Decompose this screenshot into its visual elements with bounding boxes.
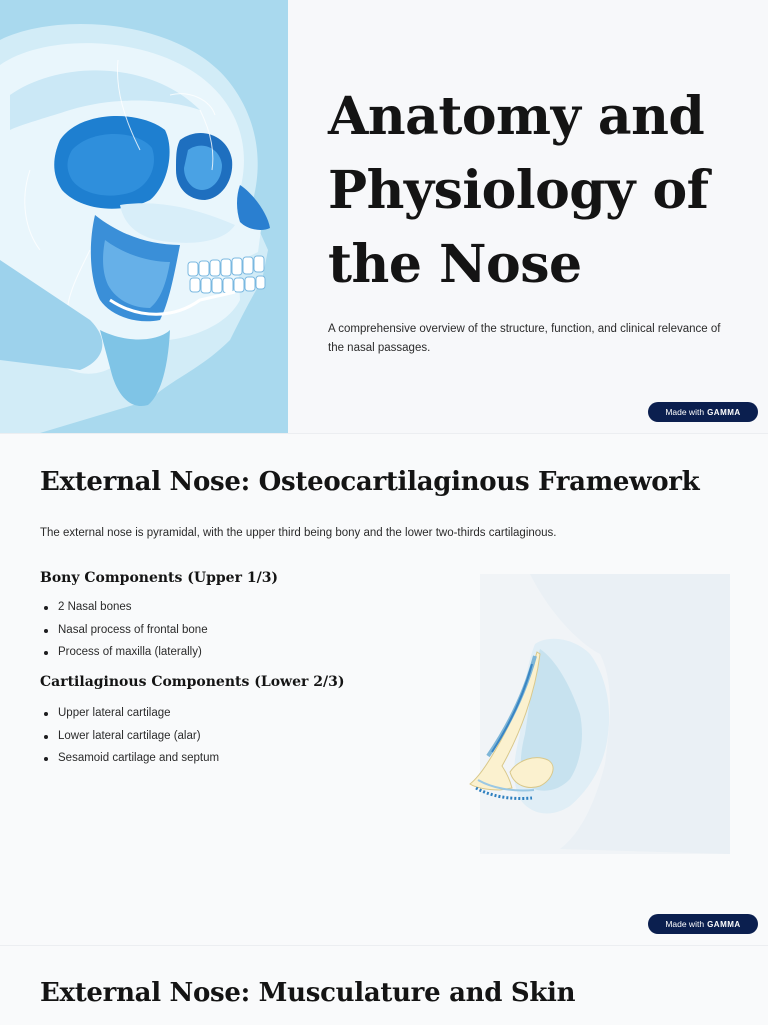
list-item: Process of maxilla (laterally): [40, 641, 208, 664]
made-with-gamma-badge[interactable]: [648, 402, 758, 422]
list-item: Upper lateral cartilage: [40, 702, 219, 725]
slide-intro: The external nose is pyramidal, with the upper third being bony and the lower two-thirds cartilaginous.: [40, 527, 557, 539]
gamma-logo: GAMMA: [707, 407, 741, 417]
badge-prefix: Made with: [665, 919, 705, 929]
slide-heading: External Nose: Musculature and Skin: [40, 978, 576, 1008]
cartilaginous-components-heading: Cartilaginous Components (Lower 2/3): [40, 674, 345, 690]
gamma-logo: GAMMA: [707, 919, 741, 929]
nose-illustration: [440, 574, 730, 854]
slide-heading: External Nose: Osteocartilaginous Framework: [40, 467, 700, 497]
page-subtitle: A comprehensive overview of the structure, function, and clinical relevance of the nasal passages.: [328, 323, 721, 354]
musculature-slide: [0, 945, 768, 1025]
list-item: Sesamoid cartilage and septum: [40, 747, 219, 770]
framework-slide: [0, 433, 768, 946]
title-slide: [0, 0, 768, 433]
bony-components-list: [40, 596, 208, 664]
list-item: 2 Nasal bones: [40, 596, 208, 619]
cartilaginous-components-list: [40, 702, 219, 770]
badge-prefix: Made with: [665, 407, 705, 417]
skull-illustration: [0, 0, 288, 433]
list-item: Lower lateral cartilage (alar): [40, 725, 219, 748]
bony-components-heading: Bony Components (Upper 1/3): [40, 570, 279, 586]
list-item: Nasal process of frontal bone: [40, 619, 208, 642]
made-with-gamma-badge[interactable]: [648, 914, 758, 934]
page-title: Anatomy and Physiology of the Nose: [328, 86, 709, 295]
